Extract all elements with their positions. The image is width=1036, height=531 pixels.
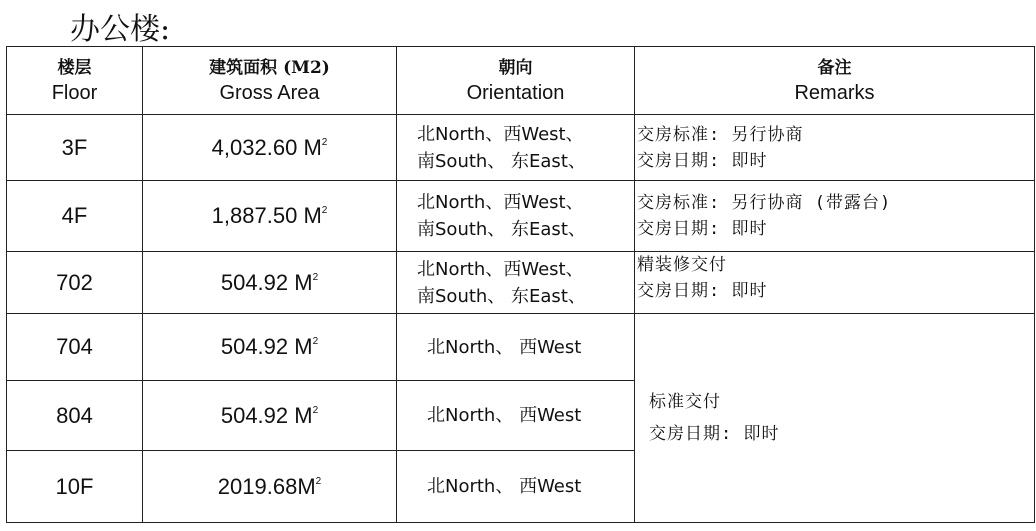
floor-cell: 804 bbox=[7, 381, 143, 451]
office-table bbox=[6, 46, 1035, 523]
area-cell: 504.92 $M^2$ bbox=[143, 252, 397, 314]
floor-cell: 4F bbox=[7, 181, 143, 252]
header-area: 建筑面积 (M2) Gross Area bbox=[143, 47, 397, 115]
floor-cell: 3F bbox=[7, 115, 143, 181]
remarks-cell: 交房标准: 另行协商 (带露台) 交房日期: 即时 bbox=[635, 181, 1035, 252]
header-orientation: 朝向 Orientation bbox=[397, 47, 635, 115]
header-row bbox=[7, 47, 1035, 115]
area-cell: 504.92 $M^2$ bbox=[143, 314, 397, 381]
orientation-cell: 北North、 西West bbox=[397, 314, 635, 381]
orientation-cell: 北North、西West、 南South、 东East、 bbox=[397, 181, 635, 252]
table-row bbox=[7, 181, 1035, 252]
area-cell: 4,032.60 $M^2$ bbox=[143, 115, 397, 181]
remarks-merged-cell: 标准交付 交房日期: 即时 bbox=[635, 314, 1035, 523]
remarks-cell: 精装修交付 交房日期: 即时 bbox=[635, 252, 1035, 314]
header-floor: 楼层 Floor bbox=[7, 47, 143, 115]
remarks-cell: 交房标准: 另行协商 交房日期: 即时 bbox=[635, 115, 1035, 181]
header-remarks: 备注 Remarks bbox=[635, 47, 1035, 115]
orientation-cell: 北North、西West、 南South、 东East、 bbox=[397, 115, 635, 181]
table-row bbox=[7, 314, 1035, 381]
orientation-cell: 北North、 西West bbox=[397, 451, 635, 523]
orientation-cell: 北North、西West、 南South、 东East、 bbox=[397, 252, 635, 314]
area-cell: $2019.68M^2$ bbox=[143, 451, 397, 523]
orientation-cell: 北North、 西West bbox=[397, 381, 635, 451]
table-row bbox=[7, 115, 1035, 181]
area-cell: 504.92 $M^2$ bbox=[143, 381, 397, 451]
area-cell: 1,887.50 $M^2$ bbox=[143, 181, 397, 252]
floor-cell: 702 bbox=[7, 252, 143, 314]
page-title: 办公楼: bbox=[70, 12, 171, 47]
table-row bbox=[7, 252, 1035, 314]
floor-cell: 10F bbox=[7, 451, 143, 523]
floor-cell: 704 bbox=[7, 314, 143, 381]
